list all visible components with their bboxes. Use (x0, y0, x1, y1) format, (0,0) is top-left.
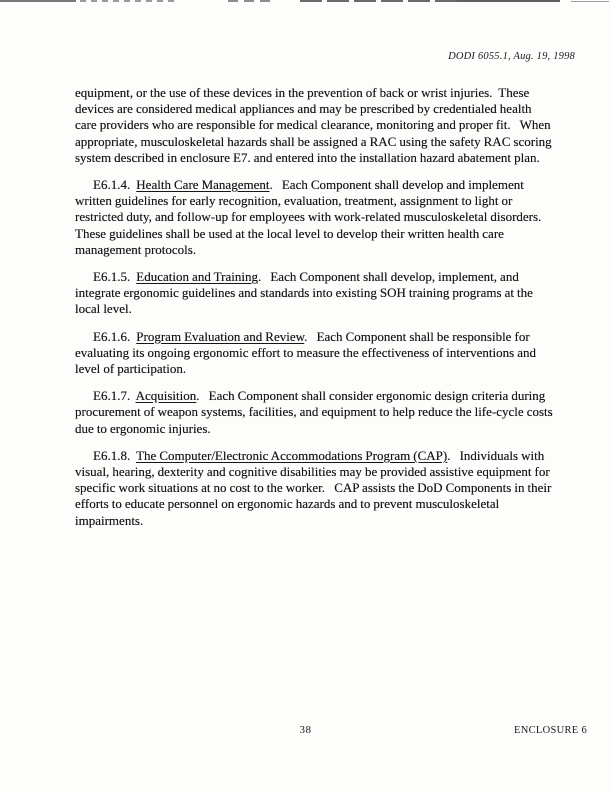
paragraph: E6.1.6. Program Evaluation and Review. Each Component shall be responsible for evaluating its ongoing ergonomic effort to measure the effectiveness of interventions and level of participation. (75, 328, 540, 377)
paragraph: E6.1.5. Education and Training. Each Component shall develop, implement, and integrate ergonomic guidelines and standards into existing SOH training programs at the local level. (75, 269, 536, 317)
paragraph-number: E6.1.6. (93, 328, 137, 344)
document-body (75, 85, 556, 540)
page-number: 38 (299, 724, 312, 736)
paragraph-title: The Computer/Electronic Accommodations Program (CAP) (136, 447, 448, 463)
paragraph-title: Education and Training (136, 269, 258, 285)
header-doc-reference: DODI 6055.1, Aug. 19, 1998 (448, 51, 575, 62)
paragraph: E6.1.4. Health Care Management. Each Component shall develop and implement written guidelines for early recognition, evaluation, treatment, assignment to light or restricted duty, and follow-up for employees with work-related musculoskeletal disorders. These guidelines shall be used at the local level to develop their written health care management protocols. (75, 177, 551, 257)
paragraph: equipment, or the use of these devices in the prevention of back or wrist injuries. These devices are considered medical appliances and may be prescribed by credentialed health care providers who are responsible for medical clearance, monitoring and proper fit. When appropriate, musculoskeletal hazards shall be assigned a RAC using the safety RAC scoring system described in enclosure E7. and entered into the installation hazard abatement plan. (75, 85, 555, 165)
paragraph-number: E6.1.8. (93, 447, 137, 463)
paragraph-number: E6.1.4. (93, 177, 137, 193)
scan-artifact-line (0, 0, 611, 3)
paragraph-title: Acquisition (135, 388, 197, 404)
paragraph-title: Program Evaluation and Review (136, 328, 305, 344)
paragraph-number: E6.1.7. (93, 388, 136, 404)
enclosure-label: ENCLOSURE 6 (513, 725, 587, 736)
paragraph: E6.1.8. The Computer/Electronic Accommodations Program (CAP). Individuals with visual, hearing, dexterity and cognitive disabilities may be provided assistive equipment for specific work situations at no cost to the worker. CAP assists the DoD Components in their efforts to educate personnel on ergonomic hazards and to prevent musculoskeletal impairments. (75, 447, 555, 528)
paragraph-title: Health Care Management (136, 177, 270, 193)
paragraph-number: E6.1.5. (93, 269, 137, 285)
paragraph: E6.1.7. Acquisition. Each Component shall consider ergonomic design criteria during procurement of weapon systems, facilities, and equipment to help reduce the life-cycle costs due to ergonomic injuries. (75, 388, 556, 436)
